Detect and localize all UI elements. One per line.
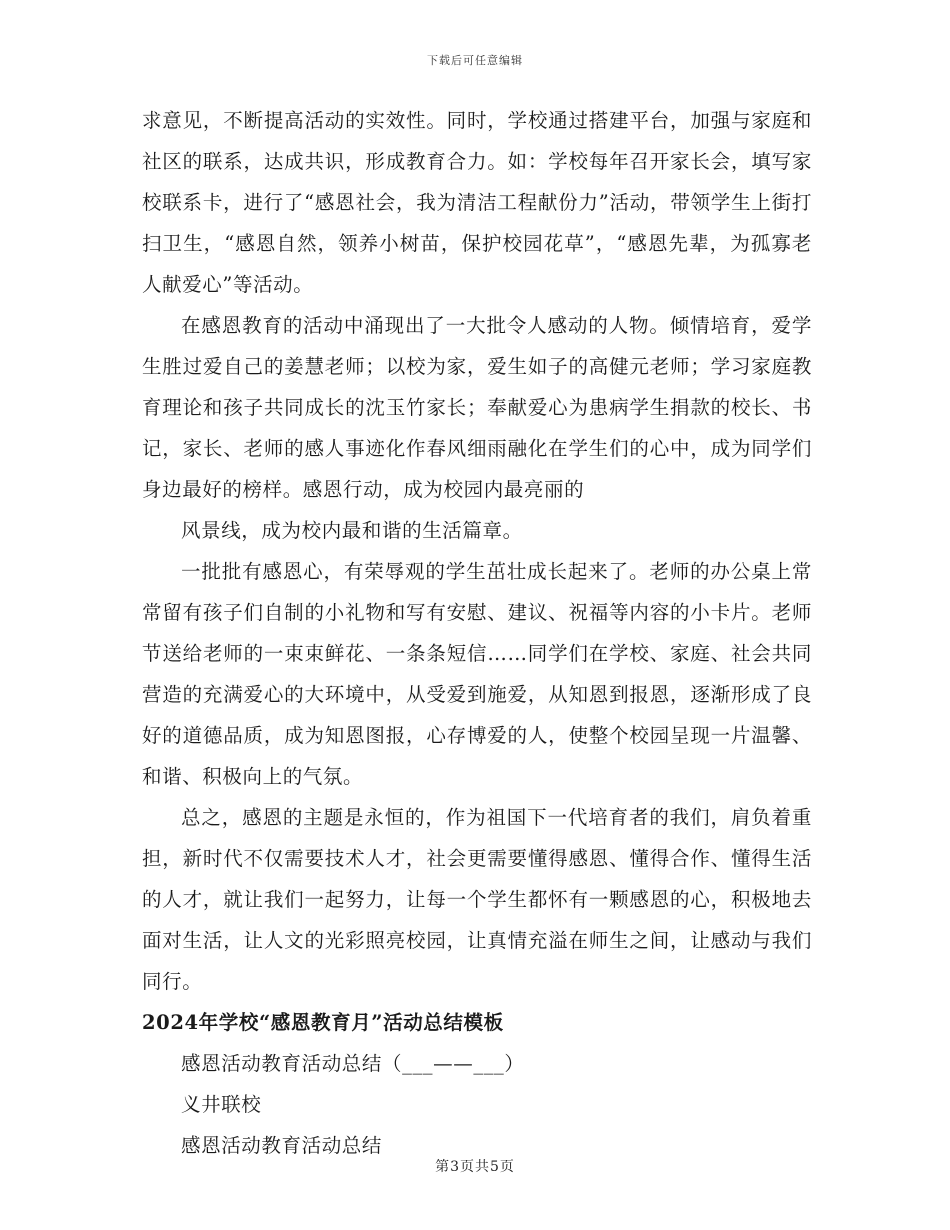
summary-subtitle-line: 感恩活动教育活动总结 [181,1134,383,1157]
paragraph-5: 总之，感恩的主题是永恒的，作为祖国下一代培育者的我们，肩负着重担，新时代不仅需要技术人才，社会更需要懂得感恩、懂得合作、懂得生活的人才，就让我们一起努力，让每一个学生都怀有一颗感恩的心，积极地去面对生活，让人文的光彩照亮校园，让真情充溢在师生之间，让感动与我们同行。 [142,806,812,993]
page-header-note: 下载后可任意编辑 [427,54,523,67]
summary-heading-line: 感恩活动教育活动总结（___——___） [181,1052,525,1075]
paragraph-3: 风景线，成为校内最和谐的生活篇章。 [181,519,523,542]
document-body [142,100,812,1166]
paragraph-1: 求意见，不断提高活动的实效性。同时，学校通过搭建平台，加强与家庭和社区的联系，达成共识，形成教育合力。如：学校每年召开家长会，填写家校联系卡，进行了“感恩社会，我为清洁工程献份力”活动，带领学生上街打扫卫生，“感恩自然，领养小树苗，保护校园花草”，“感恩先辈，为孤寡老人献爱心”等活动。 [142,109,812,296]
paragraph-4: 一批批有感恩心，有荣辱观的学生茁壮成长起来了。老师的办公桌上常常留有孩子们自制的小礼物和写有安慰、建议、祝福等内容的小卡片。老师节送给老师的一束束鲜花、一条条短信……同学们在学校、家庭、社会共同营造的充满爱心的大环境中，从受爱到施爱，从知恩到报恩，逐渐形成了良好的道德品质，成为知恩图报，心存博爱的人，使整个校园呈现一片温馨、和谐、积极向上的气氛。 [142,560,812,788]
section-title: 2024年学校“感恩教育月”活动总结模板 [142,1011,504,1034]
page-number: 第3页共5页 [435,1159,515,1175]
school-name-line: 义井联校 [181,1093,262,1116]
paragraph-2: 在感恩教育的活动中涌现出了一大批令人感动的人物。倾情培育，爱学生胜过爱自己的姜慧老师；以校为家，爱生如子的高健元老师；学习家庭教育理论和孩子共同成长的沈玉竹家长；奉献爱心为患病学生捐款的校长、书记，家长、老师的感人事迹化作春风细雨融化在学生们的心中，成为同学们身边最好的榜样。感恩行动，成为校园内最亮丽的 [142,314,812,501]
